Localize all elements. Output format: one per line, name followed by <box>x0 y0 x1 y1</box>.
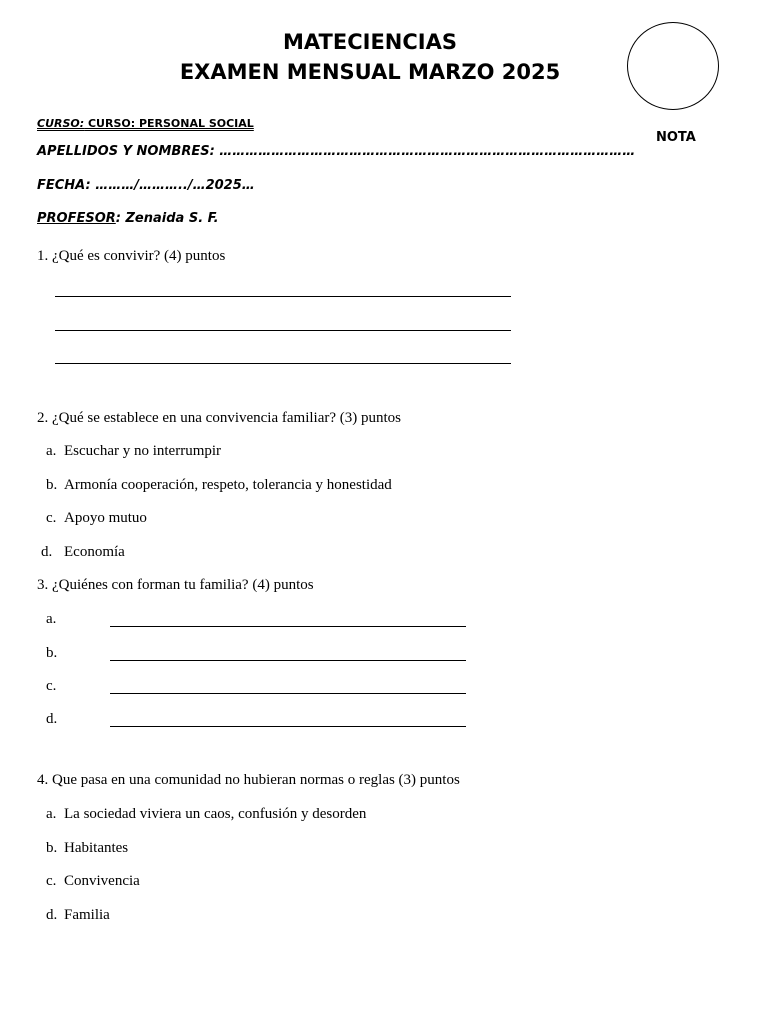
q4-option-c-text: Convivencia <box>64 873 140 889</box>
course-line <box>37 117 254 130</box>
q3-letter-a: a. <box>46 611 57 627</box>
question-1: 1. ¿Qué es convivir? (4) puntos <box>37 248 226 264</box>
q4-option-a-letter: a. <box>46 806 57 822</box>
q3-letter-d: d. <box>46 711 58 727</box>
q4-option-b-text: Habitantes <box>64 840 129 856</box>
q4-option-c-letter: c. <box>46 873 57 889</box>
q3-letter-b: b. <box>46 645 58 661</box>
q3-answer-line-d <box>110 726 466 727</box>
q2-option-d-text: Economía <box>64 544 125 560</box>
q3-answer-line-c <box>110 693 466 694</box>
grade-label: NOTA <box>656 130 696 145</box>
q2-option-a-text: Escuchar y no interrumpir <box>64 443 222 459</box>
q2-option-a-letter: a. <box>46 443 57 459</box>
q4-option-a-text: La sociedad viviera un caos, confusión y desorden <box>64 806 367 822</box>
teacher-label: PROFESOR <box>37 211 116 226</box>
course-prefix: CURSO: <box>37 117 85 130</box>
q2-option-d-letter: d. <box>41 544 53 560</box>
q4-option-d-text: Familia <box>64 907 110 923</box>
q4-option-d-letter: d. <box>46 907 58 923</box>
q2-option-c-letter: c. <box>46 510 57 526</box>
answer-line-2 <box>55 330 511 331</box>
q4-option-b-letter: b. <box>46 840 58 856</box>
q2-option-c-text: Apoyo mutuo <box>64 510 147 526</box>
date-field: FECHA: ………/………../…2025… <box>37 178 255 193</box>
q3-answer-line-a <box>110 626 466 627</box>
school-title: MATECIENCIAS <box>283 30 457 54</box>
q2-option-b-text: Armonía cooperación, respeto, tolerancia y honestidad <box>64 477 392 493</box>
course-value: CURSO: PERSONAL SOCIAL <box>84 117 254 130</box>
teacher-value: : Zenaida S. F. <box>115 211 219 226</box>
exam-title: EXAMEN MENSUAL MARZO 2025 <box>179 60 561 84</box>
q3-letter-c: c. <box>46 678 57 694</box>
names-field: APELLIDOS Y NOMBRES: …………………………………………………………………………………… <box>37 144 636 159</box>
answer-line-3 <box>55 363 511 364</box>
question-4: 4. Que pasa en una comunidad no hubieran normas o reglas (3) puntos <box>37 772 460 788</box>
question-2: 2. ¿Qué se establece en una convivencia familiar? (3) puntos <box>37 410 402 426</box>
q2-option-b-letter: b. <box>46 477 58 493</box>
question-3: 3. ¿Quiénes con forman tu familia? (4) puntos <box>37 577 314 593</box>
q3-answer-line-b <box>110 660 466 661</box>
grade-circle <box>627 22 719 110</box>
teacher-line <box>37 211 219 226</box>
answer-line-1 <box>55 296 511 297</box>
